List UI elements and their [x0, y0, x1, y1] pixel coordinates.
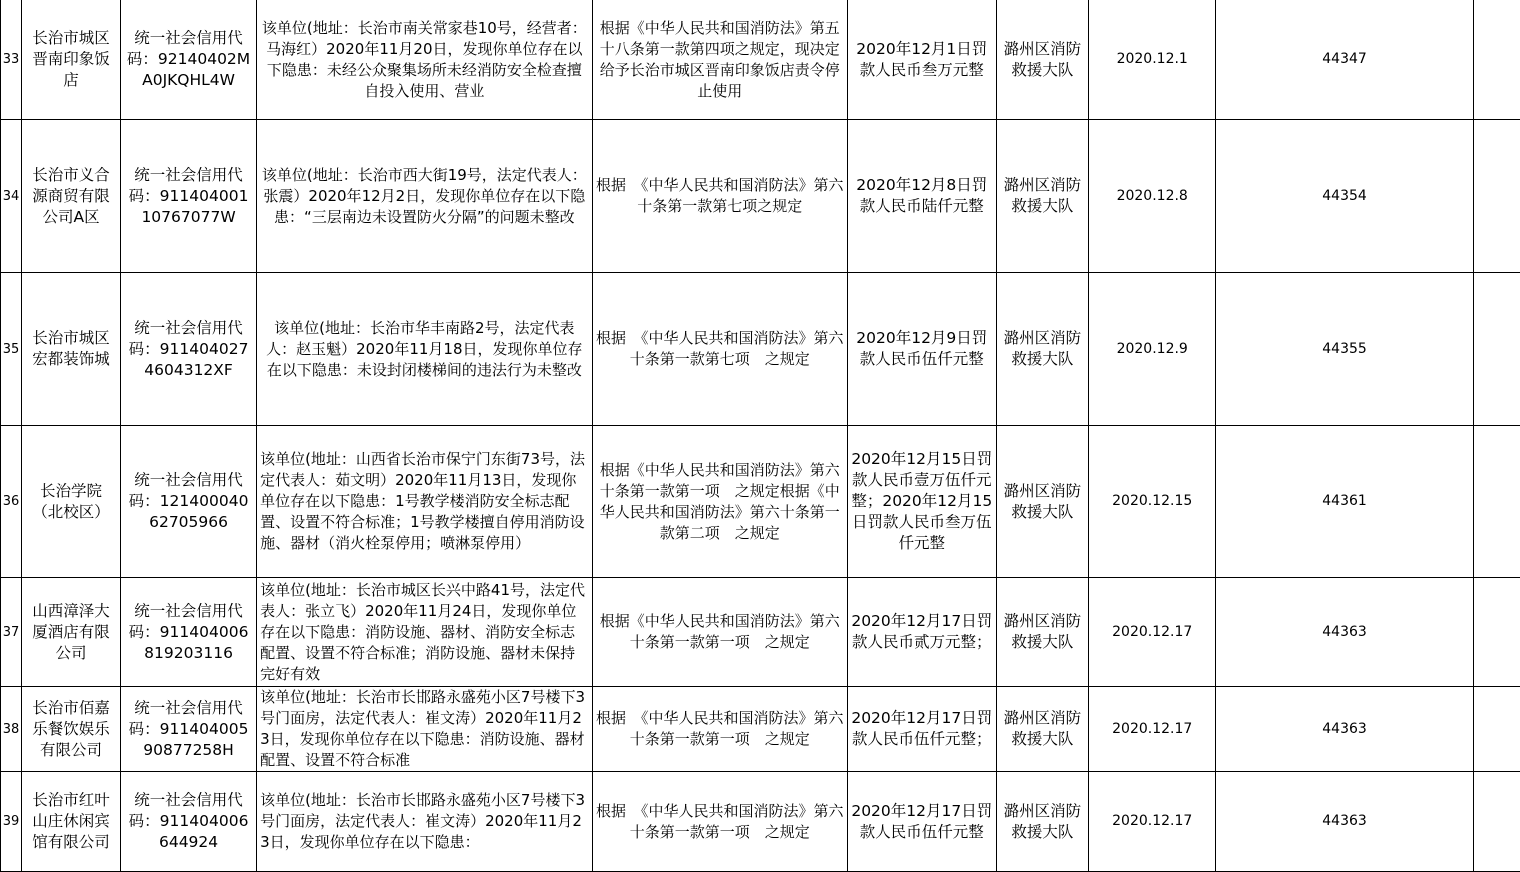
- table-row: [1, 120, 1520, 273]
- table-row: [1, 687, 1520, 772]
- penalty-content: 2020年12月15日罚款人民币壹万伍仟元整；2020年12月15日罚款人民币叁万伍仟元整: [847, 426, 996, 578]
- document-number: 44354: [1216, 120, 1473, 273]
- empty-cell: [1473, 578, 1520, 687]
- legal-basis: 根据 《中华人民共和国消防法》第六十条第一款第七项 之规定: [592, 273, 847, 426]
- row-number: 37: [1, 578, 22, 687]
- enforcement-unit: 潞州区消防救援大队: [996, 0, 1088, 120]
- enforcement-unit: 潞州区消防救援大队: [996, 273, 1088, 426]
- empty-cell: [1473, 426, 1520, 578]
- document-number: 44355: [1216, 273, 1473, 426]
- row-number: 34: [1, 120, 22, 273]
- legal-basis: 根据 《中华人民共和国消防法》第六十条第一款第一项 之规定: [592, 772, 847, 872]
- document-number: 44347: [1216, 0, 1473, 120]
- empty-cell: [1473, 772, 1520, 872]
- legal-basis: 根据《中华人民共和国消防法》第六十条第一款第一项 之规定根据《中华人民共和国消防法》第六十条第一款第二项 之规定: [592, 426, 847, 578]
- penalty-content: 2020年12月17日罚款人民币贰万元整；: [847, 578, 996, 687]
- penalty-content: 2020年12月17日罚款人民币伍仟元整: [847, 772, 996, 872]
- decision-date: 2020.12.17: [1089, 578, 1216, 687]
- violation-description: 该单位(地址：长治市长邯路永盛苑小区7号楼下3号门面房，法定代表人：崔文涛）2020年11月23日，发现你单位存在以下隐患：: [257, 772, 593, 872]
- row-number: 39: [1, 772, 22, 872]
- company-name: 长治市义合源商贸有限公司A区: [22, 120, 121, 273]
- legal-basis: 根据 《中华人民共和国消防法》第六十条第一款第一项 之规定: [592, 687, 847, 772]
- penalty-content: 2020年12月17日罚款人民币伍仟元整；: [847, 687, 996, 772]
- decision-date: 2020.12.17: [1089, 687, 1216, 772]
- violation-description: 该单位(地址：长治市南关常家巷10号，经营者：马海红）2020年11月20日，发现你单位存在以下隐患：未经公众聚集场所未经消防安全检查擅自投入使用、营业: [257, 0, 593, 120]
- company-name: 长治市红叶山庄休闲宾馆有限公司: [22, 772, 121, 872]
- credit-code: 统一社会信用代码：9114040274604312XF: [121, 273, 257, 426]
- document-number: 44361: [1216, 426, 1473, 578]
- credit-code: 统一社会信用代码：92140402MA0JKQHL4W: [121, 0, 257, 120]
- violation-description: 该单位(地址：长治市长邯路永盛苑小区7号楼下3号门面房，法定代表人：崔文涛）2020年11月23日，发现你单位存在以下隐患：消防设施、器材配置、设置不符合标准: [257, 687, 593, 772]
- empty-cell: [1473, 120, 1520, 273]
- penalty-content: 2020年12月1日罚款人民币叁万元整: [847, 0, 996, 120]
- decision-date: 2020.12.1: [1089, 0, 1216, 120]
- document-number: 44363: [1216, 578, 1473, 687]
- company-name: 长治学院（北校区）: [22, 426, 121, 578]
- legal-basis: 根据《中华人民共和国消防法》第五十八条第一款第四项之规定，现决定给予长治市城区晋南印象饭店责令停止使用: [592, 0, 847, 120]
- company-name: 长治市城区宏都装饰城: [22, 273, 121, 426]
- enforcement-unit: 潞州区消防救援大队: [996, 687, 1088, 772]
- table-row: [1, 772, 1520, 872]
- enforcement-unit: 潞州区消防救援大队: [996, 578, 1088, 687]
- violation-description: 该单位(地址：长治市西大街19号，法定代表人：张震）2020年12月2日，发现你单位存在以下隐患：“三层南边未设置防火分隔”的问题未整改: [257, 120, 593, 273]
- penalty-content: 2020年12月9日罚款人民币伍仟元整: [847, 273, 996, 426]
- row-number: 36: [1, 426, 22, 578]
- violation-description: 该单位(地址：长治市城区长兴中路41号，法定代表人：张立飞）2020年11月24日，发现你单位存在以下隐患：消防设施、器材、消防安全标志配置、设置不符合标准；消防设施、器材未保持完好有效: [257, 578, 593, 687]
- credit-code: 统一社会信用代码：911404006819203116: [121, 578, 257, 687]
- legal-basis: 根据《中华人民共和国消防法》第六十条第一款第一项 之规定: [592, 578, 847, 687]
- violation-description: 该单位(地址：山西省长治市保宁门东街73号，法定代表人：茹文明）2020年11月13日，发现你单位存在以下隐患：1号教学楼消防安全标志配置、设置不符合标准；1号教学楼擅自停用消防设施、器材（消火栓泵停用；喷淋泵停用）: [257, 426, 593, 578]
- decision-date: 2020.12.9: [1089, 273, 1216, 426]
- row-number: 33: [1, 0, 22, 120]
- row-number: 38: [1, 687, 22, 772]
- credit-code: 统一社会信用代码：12140004062705966: [121, 426, 257, 578]
- company-name: 长治市佰嘉乐餐饮娱乐有限公司: [22, 687, 121, 772]
- table-row: [1, 426, 1520, 578]
- decision-date: 2020.12.17: [1089, 772, 1216, 872]
- penalty-content: 2020年12月8日罚款人民币陆仟元整: [847, 120, 996, 273]
- empty-cell: [1473, 0, 1520, 120]
- table-row: [1, 273, 1520, 426]
- table-row: [1, 578, 1520, 687]
- credit-code: 统一社会信用代码：91140400590877258H: [121, 687, 257, 772]
- empty-cell: [1473, 687, 1520, 772]
- credit-code: 统一社会信用代码：911404006644924: [121, 772, 257, 872]
- enforcement-unit: 潞州区消防救援大队: [996, 426, 1088, 578]
- credit-code: 统一社会信用代码：91140400110767077W: [121, 120, 257, 273]
- empty-cell: [1473, 273, 1520, 426]
- table-row: [1, 0, 1520, 120]
- company-name: 山西漳泽大厦酒店有限公司: [22, 578, 121, 687]
- violation-description: 该单位(地址：长治市华丰南路2号，法定代表人：赵玉魁）2020年11月18日，发现你单位存在以下隐患：未设封闭楼梯间的违法行为未整改: [257, 273, 593, 426]
- document-number: 44363: [1216, 687, 1473, 772]
- enforcement-unit: 潞州区消防救援大队: [996, 772, 1088, 872]
- decision-date: 2020.12.8: [1089, 120, 1216, 273]
- decision-date: 2020.12.15: [1089, 426, 1216, 578]
- document-number: 44363: [1216, 772, 1473, 872]
- company-name: 长治市城区晋南印象饭店: [22, 0, 121, 120]
- legal-basis: 根据 《中华人民共和国消防法》第六十条第一款第七项之规定: [592, 120, 847, 273]
- enforcement-unit: 潞州区消防救援大队: [996, 120, 1088, 273]
- row-number: 35: [1, 273, 22, 426]
